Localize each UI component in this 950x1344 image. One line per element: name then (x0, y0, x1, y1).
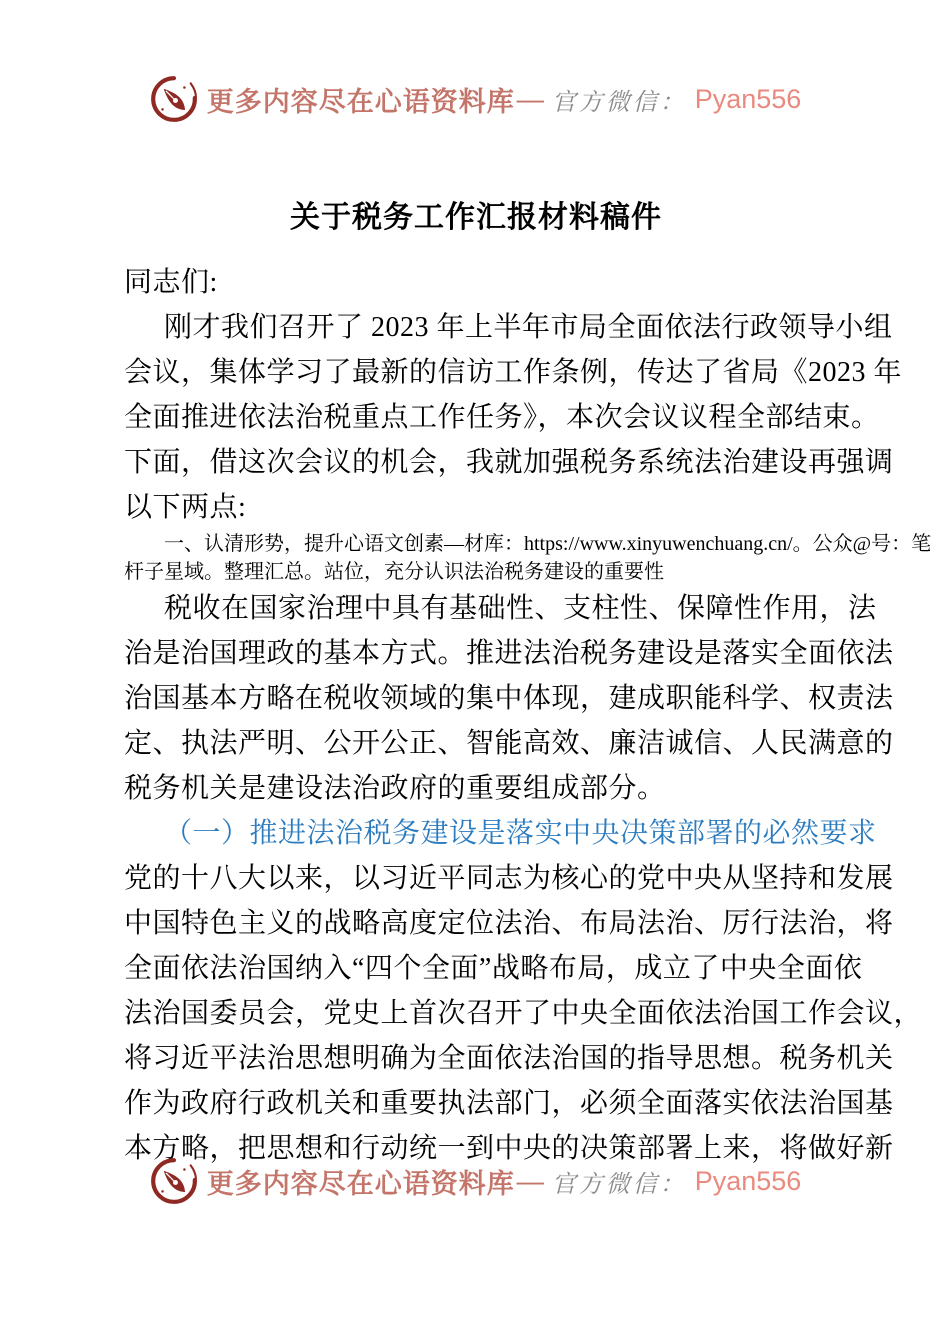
text-line: 中国特色主义的战略高度定位法治、布局法治、厉行法治，将 (124, 908, 894, 939)
paragraph (124, 305, 903, 530)
promo-wechat-label: 官方微信： (551, 87, 687, 116)
text-line: （一）推进法治税务建设是落实中央决策部署的必然要求 (164, 818, 877, 849)
section-heading (124, 811, 877, 856)
text-line: 杆子星域。整理汇总。站位，充分认识法治税务建设的重要性 (124, 561, 664, 583)
pen-logo-icon (149, 74, 199, 124)
text-line: 全面依法治国纳入“四个全面”战略布局，成立了中央全面依 (124, 953, 863, 984)
text-line: 下面，借这次会议的机会，我就加强税务系统法治建设再强调 (124, 447, 894, 478)
text-line: 一、认清形势，提升心语文创素—材库：https://www.xinyuwenchuang.cn/。公众@号：笔 (164, 533, 932, 555)
promo-brand-text: 更多内容尽在心语资料库 (206, 1168, 515, 1199)
document-body (124, 260, 932, 1171)
pen-logo-icon (149, 1156, 199, 1206)
promo-wechat-id: Pyan556 (694, 83, 802, 114)
promo-wechat-label: 官方微信： (551, 1169, 687, 1198)
header-promo (0, 74, 950, 124)
text-line: 以下两点: (124, 492, 247, 523)
document-title: 关于税务工作汇报材料稿件 (290, 201, 662, 234)
paragraph (124, 856, 923, 1171)
footer-promo (0, 1156, 950, 1206)
text-line: 同志们: (124, 267, 218, 298)
text-line: 税务机关是建设法治政府的重要组成部分。 (124, 773, 666, 804)
text-line: 本方略，把思想和行动统一到中央的决策部署上来，将做好新 (124, 1133, 894, 1164)
paragraph (124, 530, 932, 586)
text-line: 全面推进依法治税重点工作任务》，本次会议议程全部结束。 (124, 402, 880, 433)
promo-dash: — (516, 1165, 544, 1196)
text-line: 党的十八大以来，以习近平同志为核心的党中央从坚持和发展 (124, 863, 894, 894)
paragraph (124, 586, 894, 811)
text-line: 作为政府行政机关和重要执法部门，必须全面落实依法治国基 (124, 1088, 894, 1119)
promo-wechat-id: Pyan556 (694, 1165, 802, 1196)
promo-dash: — (516, 83, 544, 114)
promo-brand-text: 更多内容尽在心语资料库 (206, 86, 515, 117)
text-line: 定、执法严明、公开公正、智能高效、廉洁诚信、人民满意的 (124, 728, 894, 759)
text-line: 法治国委员会，党史上首次召开了中央全面依法治国工作会议， (124, 998, 923, 1029)
paragraph (124, 260, 840, 305)
text-line: 治是治国理政的基本方式。推进法治税务建设是落实全面依法 (124, 638, 894, 669)
text-line: 会议，集体学习了最新的信访工作条例，传达了省局《2023 年 (124, 357, 903, 388)
text-line: 税收在国家治理中具有基础性、支柱性、保障性作用，法 (164, 593, 877, 624)
text-line: 刚才我们召开了 2023 年上半年市局全面依法行政领导小组 (164, 312, 893, 343)
text-line: 将习近平法治思想明确为全面依法治国的指导思想。税务机关 (124, 1043, 894, 1074)
text-line: 治国基本方略在税收领域的集中体现，建成职能科学、权责法 (124, 683, 894, 714)
